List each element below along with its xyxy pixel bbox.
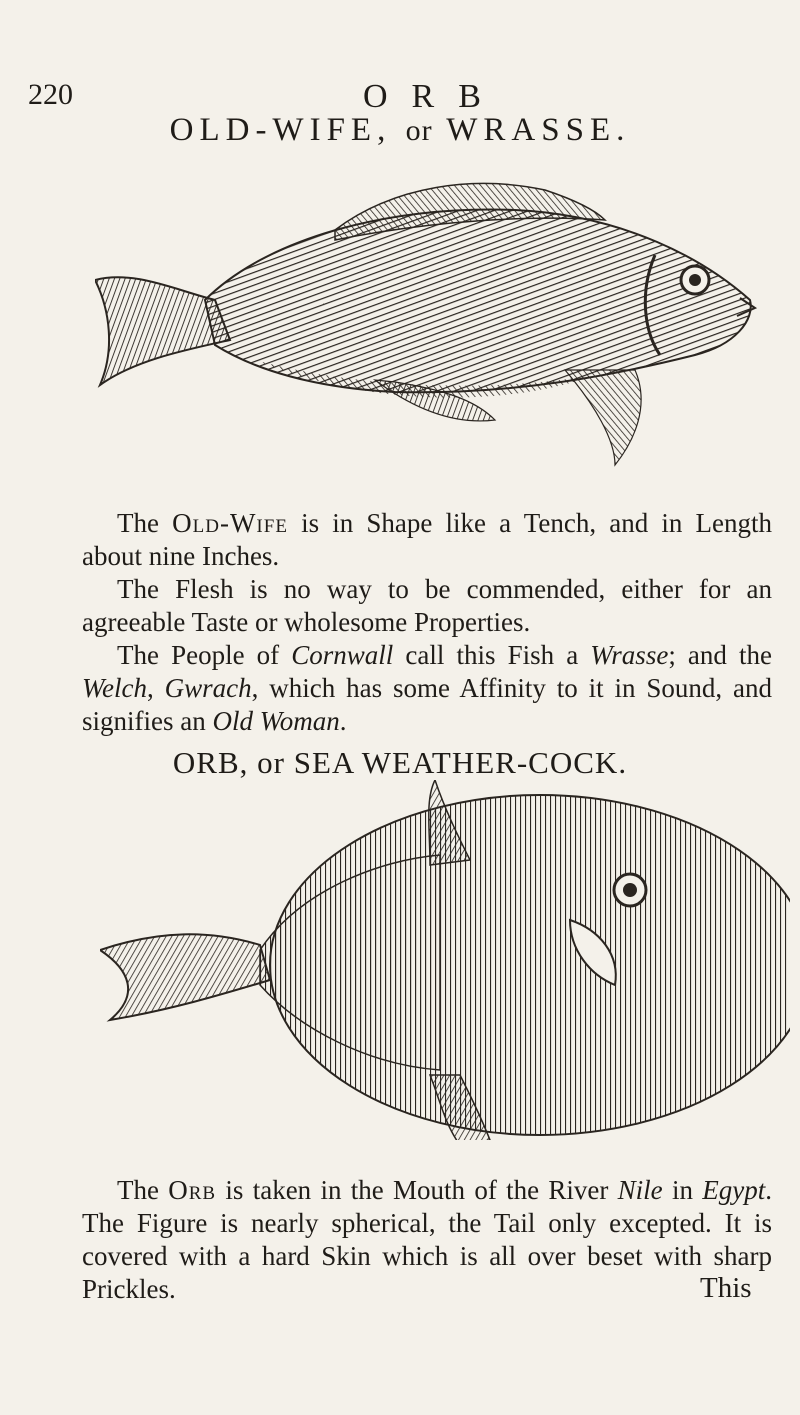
- paragraph-orb: [82, 1174, 772, 1306]
- wrasse-fish-engraving: [95, 170, 760, 475]
- nile-italic: Nile: [617, 1175, 663, 1205]
- catchword: This: [700, 1272, 752, 1304]
- paragraph-flesh: The Flesh is no way to be commended, either for an agreeable Taste or wholesome Properties.: [82, 574, 772, 637]
- page-number: 220: [28, 78, 73, 111]
- old-woman-italic: Old Woman: [212, 706, 340, 736]
- wrasse-italic: Wrasse: [590, 640, 669, 670]
- paragraph-old-wife-shape: [82, 507, 772, 573]
- text-run: is in Shape like a Tench, and in Length about nine Inches.: [82, 508, 772, 571]
- text-run: ; and the: [668, 640, 772, 670]
- text-run: ,: [146, 673, 165, 703]
- section-heading-orb: ORB, or SEA WEATHER-COCK.: [172, 745, 628, 780]
- egypt-italic: Egypt: [702, 1175, 766, 1205]
- orb-fish-engraving: [100, 780, 790, 1140]
- gwrach-italic: Gwrach: [164, 673, 252, 703]
- text-run: in: [662, 1175, 703, 1205]
- welch-italic: Welch: [82, 673, 147, 703]
- section-heading-old-wife: [0, 112, 800, 149]
- orb-smallcaps: Orb: [168, 1175, 217, 1205]
- text-run: is taken in the Mouth of the River: [216, 1175, 618, 1205]
- cornwall-italic: Cornwall: [291, 640, 394, 670]
- text-run: .: [339, 706, 347, 736]
- old-wife-smallcaps: Old-Wife: [172, 508, 288, 538]
- text-run: , which has some Affinity to it in Sound, and signifies an: [82, 673, 773, 736]
- text-run: The: [117, 1175, 169, 1205]
- running-title: ORB: [363, 78, 505, 115]
- text-run: The People of: [117, 640, 292, 670]
- heading-or: or: [405, 114, 433, 147]
- heading-old-wife: OLD-WIFE,: [169, 112, 392, 148]
- text-run: call this Fish a: [393, 640, 591, 670]
- text-run: . The Figure is nearly spherical, the Tail only excepted. It is covered with a hard Skin which is all over beset with sharp Prickles.: [82, 1175, 772, 1304]
- paragraph-names: [82, 639, 772, 738]
- heading-wrasse: WRASSE.: [446, 112, 631, 148]
- text-run: The: [117, 508, 173, 538]
